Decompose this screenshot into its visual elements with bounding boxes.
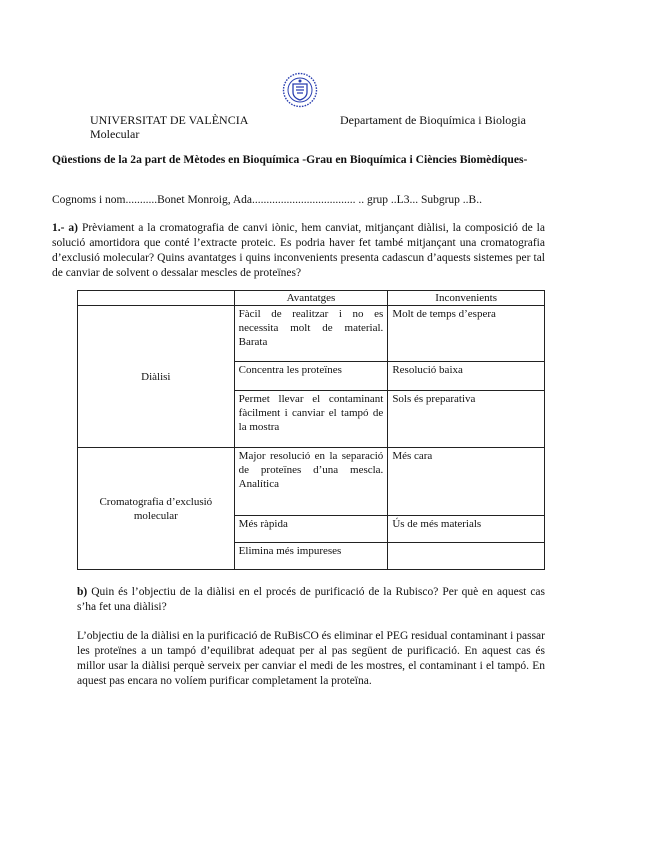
table-cell-disadvantage xyxy=(388,543,545,570)
table-header-empty xyxy=(78,291,235,306)
university-seal-icon xyxy=(282,72,318,108)
table-cell-disadvantage: Molt de temps d’espera xyxy=(388,306,545,362)
table-row xyxy=(78,448,545,516)
table-cell-advantage: Permet llevar el contaminant fàcilment i canviar el tampó de la mostra xyxy=(234,391,388,448)
university-name: UNIVERSITAT DE VALÈNCIA xyxy=(90,113,249,127)
question-1a xyxy=(52,221,545,281)
table-header-disadvantages: Inconvenients xyxy=(388,291,545,306)
table-cell-advantage: Concentra les proteïnes xyxy=(234,362,388,391)
question-1b xyxy=(77,585,545,615)
question-1a-label: 1.- a) xyxy=(52,222,78,234)
table-cell-disadvantage: Més cara xyxy=(388,448,545,516)
answer-1b: L’objectiu de la diàlisi en la purificació de RuBisCO és eliminar el PEG residual contaminant i passar les proteïnes a un tampó d’equilibrat adequat per al pas següent de purificació. En aquest cas és millor usar la diàlisi perquè serveix per canviar el medi de les mostres, el contaminant i el tampó. En aquest pas encara no volíem purificar completament la proteïna. xyxy=(77,630,545,687)
table-cell-disadvantage: Ús de més materials xyxy=(388,516,545,543)
table-row xyxy=(78,306,545,362)
student-line: Cognoms i nom...........Bonet Monroig, Ada.................................... .. grup ..L3... Subgrup ..B.. xyxy=(52,194,482,206)
comparison-table xyxy=(77,290,545,570)
department-name-cont: Molecular xyxy=(90,127,140,141)
table-row-label-size-exclusion: Cromatografia d’exclusió molecular xyxy=(78,448,235,570)
table-cell-advantage: Elimina més impureses xyxy=(234,543,388,570)
question-1b-label: b) xyxy=(77,586,88,598)
table-cell-advantage: Més ràpida xyxy=(234,516,388,543)
question-1b-text: Quin és l’objectiu de la diàlisi en el procés de purificació de la Rubisco? Per què en aquest cas s’ha fet una diàlisi? xyxy=(77,586,546,613)
department-name: Departament de Bioquímica i Biologia xyxy=(340,113,526,127)
table-cell-disadvantage: Resolució baixa xyxy=(388,362,545,391)
table-cell-advantage: Major resolució en la separació de proteïnes d’una mescla. Analítica xyxy=(234,448,388,516)
table-header-row xyxy=(78,291,545,306)
page-title: Qüestions de la 2a part de Mètodes en Bioquímica -Grau en Bioquímica i Ciències Biomèdiques- xyxy=(52,153,528,166)
table-row-label-dialysis: Diàlisi xyxy=(78,306,235,448)
table-cell-disadvantage: Sols és preparativa xyxy=(388,391,545,448)
question-1a-text: Prèviament a la cromatografia de canvi iònic, hem canviat, mitjançant diàlisi, la composició de la solució amortidora que conté l’extracte proteic. Es podria haver fet també mitjançant una cromatografia d’exclusió molecular? Quins avantatges i quins inconvenients presenta cadascun d’aquests sistemes per tal de canviar de solvent o dessalar mescles de proteïnes? xyxy=(52,222,545,279)
table-cell-advantage: Fàcil de realitzar i no es necessita molt de material. Barata xyxy=(234,306,388,362)
table-header-advantages: Avantatges xyxy=(234,291,388,306)
